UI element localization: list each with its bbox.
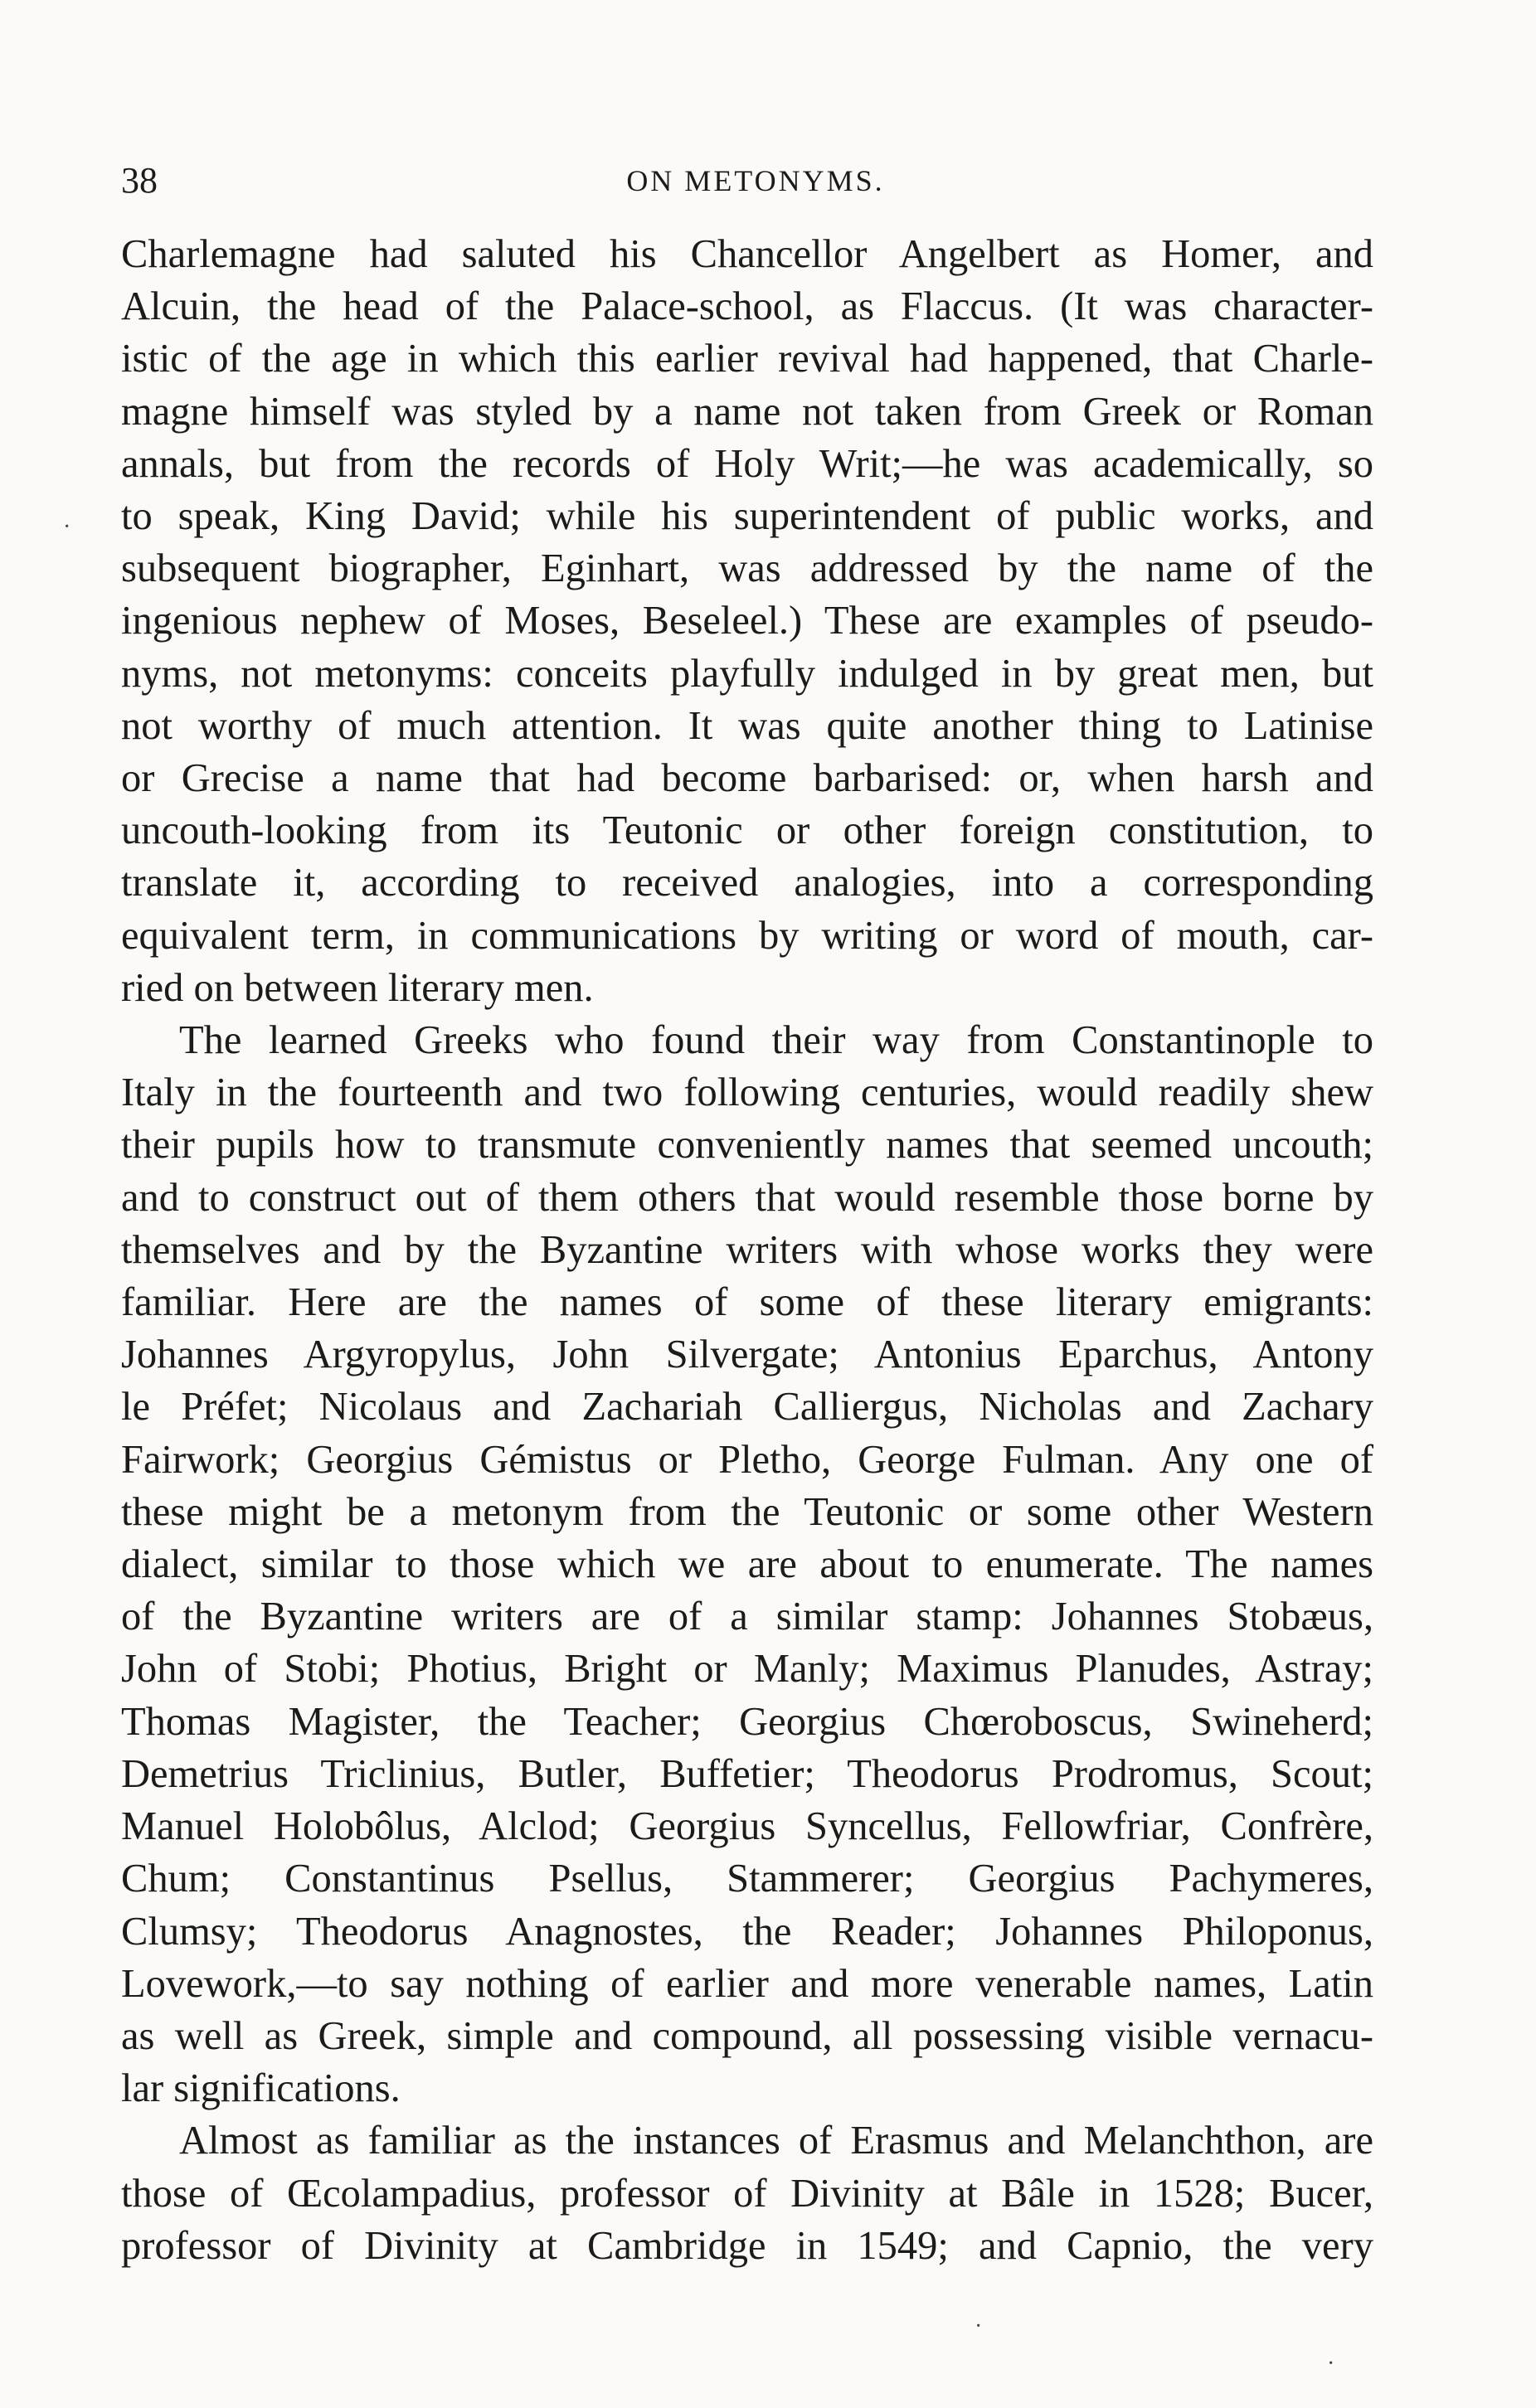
- text-line: translate it, according to received analogies, into a corresponding: [121, 861, 1373, 905]
- text-line: of the Byzantine writers are of a similar stamp: Johannes Stobæus,: [121, 1595, 1373, 1639]
- text-line: subsequent biographer, Eginhart, was addressed by the name of the: [121, 546, 1373, 591]
- text-line: annals, but from the records of Holy Writ;—he was academically, so: [121, 441, 1373, 486]
- text-line: Italy in the fourteenth and two following centuries, would readily shew: [121, 1070, 1373, 1115]
- text-line: themselves and by the Byzantine writers with whose works they were: [121, 1227, 1373, 1272]
- text-line: Clumsy; Theodorus Anagnostes, the Reader; Johannes Philoponus,: [121, 1909, 1373, 1954]
- paragraph-3: [121, 2114, 1373, 2272]
- text-line: professor of Divinity at Cambridge in 1549; and Capnio, the very: [121, 2223, 1373, 2268]
- text-line: John of Stobi; Photius, Bright or Manly; Maximus Planudes, Astray;: [121, 1647, 1373, 1692]
- text-line: Lovework,—to say nothing of earlier and more venerable names, Latin: [121, 1961, 1373, 2006]
- paragraph-1: [121, 228, 1373, 1014]
- text-line: Chum; Constantinus Psellus, Stammerer; Georgius Pachymeres,: [121, 1857, 1373, 1901]
- text-line: Almost as familiar as the instances of Erasmus and Melanchthon, are: [179, 2119, 1373, 2163]
- text-line: uncouth-looking from its Teutonic or other foreign constitution, to: [121, 808, 1373, 853]
- text-line: dialect, similar to those which we are about to enumerate. The names: [121, 1542, 1373, 1587]
- text-line: le Préfet; Nicolaus and Zachariah Calliergus, Nicholas and Zachary: [121, 1385, 1373, 1430]
- running-head: ON METONYMS.: [626, 164, 885, 197]
- text-line: ried on between literary men.: [121, 965, 594, 1010]
- text-line: Alcuin, the head of the Palace-school, as Flaccus. (It was character-: [121, 284, 1373, 329]
- text-line: Fairwork; Georgius Gémistus or Pletho, George Fulman. Any one of: [121, 1437, 1373, 1482]
- text-line: magne himself was styled by a name not taken from Greek or Roman: [121, 389, 1373, 434]
- text-line: familiar. Here are the names of some of these literary emigrants:: [121, 1280, 1373, 1325]
- text-line: as well as Greek, simple and compound, all possessing visible vernacu-: [121, 2013, 1373, 2058]
- text-line: their pupils how to transmute conveniently names that seemed uncouth;: [121, 1123, 1373, 1168]
- text-line: not worthy of much attention. It was quite another thing to Latinise: [121, 703, 1373, 748]
- text-line: istic of the age in which this earlier revival had happened, that Charle-: [121, 337, 1373, 381]
- text-line: Manuel Holobôlus, Alclod; Georgius Syncellus, Fellowfriar, Confrère,: [121, 1804, 1373, 1849]
- text-line: Demetrius Triclinius, Butler, Buffetier; Theodorus Prodromus, Scout;: [121, 1751, 1373, 1796]
- paragraph-2: [121, 1014, 1373, 2114]
- margin-speck: ·: [975, 2313, 983, 2339]
- text-line: Thomas Magister, the Teacher; Georgius Chœroboscus, Swineherd;: [121, 1699, 1373, 1744]
- margin-speck: ·: [63, 514, 71, 540]
- margin-speck: ·: [1327, 2351, 1335, 2376]
- text-line: nyms, not metonyms: conceits playfully indulged in by great men, but: [121, 651, 1373, 696]
- text-line: The learned Greeks who found their way from Constantinople to: [179, 1018, 1373, 1063]
- text-line: equivalent term, in communications by writing or word of mouth, car-: [121, 913, 1373, 958]
- page-header: [121, 156, 1390, 206]
- page-number: 38: [121, 160, 158, 201]
- text-line: these might be a metonym from the Teutonic or some other Western: [121, 1489, 1373, 1534]
- text-line: to speak, King David; while his superintendent of public works, and: [121, 494, 1373, 539]
- text-line: those of Œcolampadius, professor of Divinity at Bâle in 1528; Bucer,: [121, 2171, 1373, 2216]
- body-text: [121, 228, 1373, 2272]
- text-line: and to construct out of them others that would resemble those borne by: [121, 1175, 1373, 1220]
- text-line: lar significations.: [121, 2066, 401, 2111]
- text-line: Johannes Argyropylus, John Silvergate; Antonius Eparchus, Antony: [121, 1333, 1373, 1377]
- text-line: or Grecise a name that had become barbarised: or, when harsh and: [121, 756, 1373, 801]
- text-line: ingenious nephew of Moses, Beseleel.) These are examples of pseudo-: [121, 599, 1373, 643]
- text-line: Charlemagne had saluted his Chancellor Angelbert as Homer, and: [121, 232, 1373, 276]
